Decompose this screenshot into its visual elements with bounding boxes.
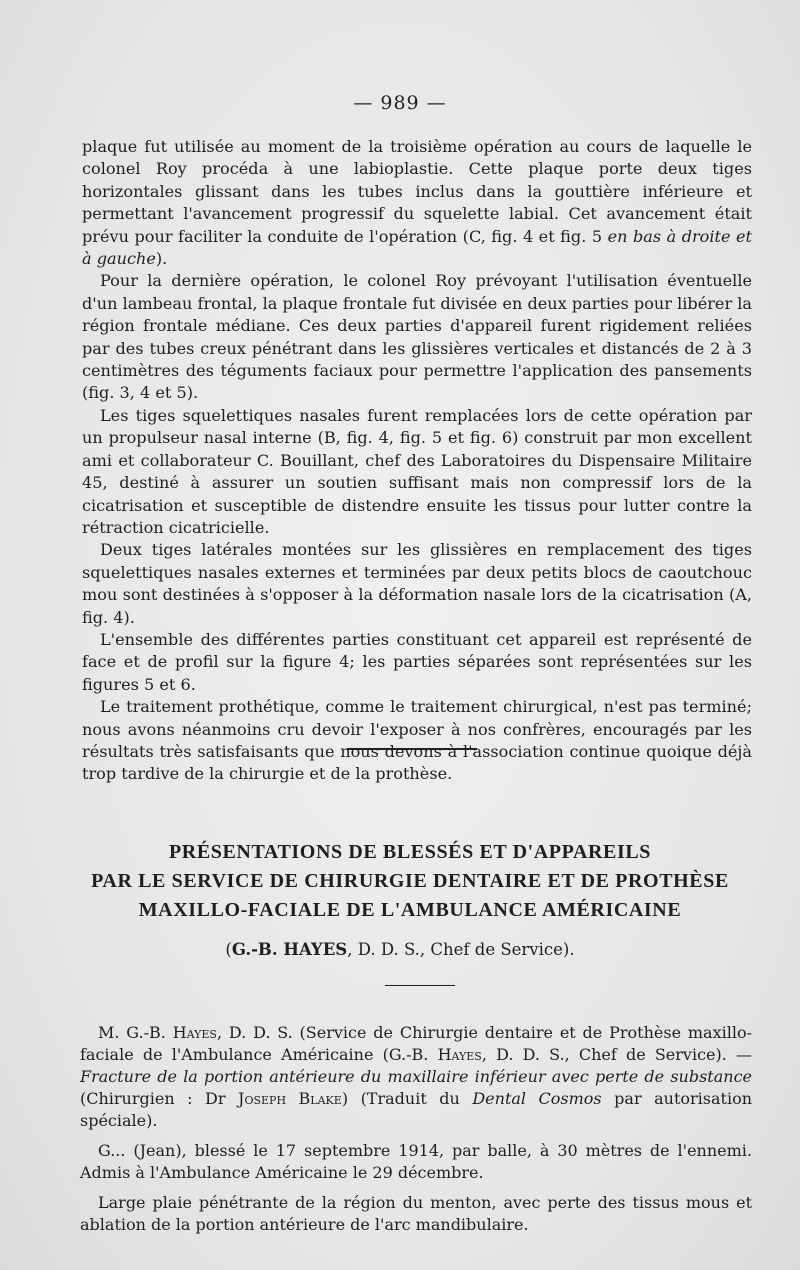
byline-open: (: [225, 940, 232, 959]
section-divider: [347, 748, 477, 750]
case-intro-author-2: Hayes: [437, 1045, 482, 1064]
case-intro-service: , D. D. S. (Service de Chirurgie dentaire et de Prothèse maxillo-faciale de l'Ambulance Américaine (G.-B.: [80, 1023, 752, 1064]
heading-line-2: PAR LE SERVICE DE CHIRURGIE DENTAIRE ET DE PROTHÈSE: [91, 870, 729, 892]
paragraph-1: [82, 136, 752, 270]
byline-name: G.-B. HAYES: [231, 940, 348, 959]
case-intro: [80, 1022, 752, 1132]
byline: [0, 940, 800, 959]
case-journal: Dental Cosmos: [472, 1089, 602, 1108]
article-body: [82, 136, 752, 786]
byline-rest: , D. D. S., Chef de Service).: [347, 940, 575, 959]
case-surgeon-label: (Chirurgien : Dr: [80, 1089, 239, 1108]
case-title: Fracture de la portion antérieure du maxillaire inférieur avec perte de substance: [80, 1067, 752, 1086]
case-wound: Large plaie pénétrante de la région du menton, avec perte des tissus mous et ablation de la portion antérieure de l'arc mandibulaire.: [80, 1193, 752, 1234]
heading-line-1: PRÉSENTATIONS DE BLESSÉS ET D'APPAREILS: [168, 841, 652, 863]
case-translation-close: par autorisation spéciale).: [80, 1089, 753, 1130]
paragraph-2: Pour la dernière opération, le colonel Roy prévoyant l'utilisation éventuelle d'un lambeau frontal, la plaque frontale fut divisée en deux parties pour libérer la région frontale médiane. Ces deux parties d'appareil furent rigidement reliées par des tubes creux pénétrant dans les glissières verticales et distancés de 2 à 3 centimètres des téguments faciaux pour permettre l'application des pansements (fig. 3, 4 et 5).: [82, 271, 752, 403]
case-report: [80, 1022, 752, 1236]
paragraph-3: Les tiges squelettiques nasales furent remplacées lors de cette opération par un propulseur nasal interne (B, fig. 4, fig. 5 et fig. 6) construit par mon excellent ami et collaborateur C. Bouillant, chef des Laboratoires du Dispensaire Militaire 45, destiné à assurer un soutien suffisant mais non compressif lors de la cicatrisation et susceptible de distendre ensuite les tissus pour lutter contre la rétraction cicatricielle.: [82, 405, 752, 537]
byline-divider: [385, 985, 455, 986]
case-intro-author: Hayes: [172, 1023, 217, 1042]
page-number: — 989 —: [353, 92, 447, 114]
paragraph-4: Deux tiges latérales montées sur les glissières en remplacement des tiges squelettiques nasales externes et terminées par deux petits blocs de caoutchouc mou sont destinées à s'opposer à la déformation nasale lors de la cicatrisation (A, fig. 4).: [82, 540, 752, 627]
case-intro-prefix: M. G.-B.: [98, 1023, 173, 1042]
case-intro-after: , D. D. S., Chef de Service). —: [481, 1045, 753, 1064]
case-surgeon-name: Joseph Blake: [238, 1089, 342, 1108]
paragraph-5: L'ensemble des différentes parties constituant cet appareil est représenté de face et de profil sur la figure 4; les parties séparées sont représentées sur les figures 5 et 6.: [82, 629, 752, 694]
section-heading: [60, 838, 760, 925]
case-translation-label: ) (Traduit du: [341, 1089, 473, 1108]
paragraph-1-text: plaque fut utilisée au moment de la troisième opération au cours de laquelle le colonel Roy procéda à une labioplastie. Cette plaque porte deux tiges horizontales glissant dans les tubes inclus dans la gouttière inférieure et permettant l'avancement progressif du squelette labial. Cet avancement était prévu pour faciliter la conduite de l'opération (C, fig. 4 et fig. 5 en bas à droite et à gauche).: [82, 137, 752, 269]
case-patient: G... (Jean), blessé le 17 septembre 1914, par balle, à 30 mètres de l'ennemi. Admis à l'Ambulance Américaine le 29 décembre.: [80, 1141, 752, 1182]
paragraph-1-italic: en bas à droite et à gauche: [82, 226, 752, 269]
paragraph-6: Le traitement prothétique, comme le traitement chirurgical, n'est pas terminé; nous avons néanmoins cru devoir l'exposer à nos confrères, encouragés par les résultats très satisfaisants que nous devons à l'association continue quoique déjà trop tardive de la chirurgie et de la prothèse.: [82, 697, 752, 784]
heading-line-3: MAXILLO-FACIALE DE L'AMBULANCE AMÉRICAINE: [138, 899, 682, 921]
